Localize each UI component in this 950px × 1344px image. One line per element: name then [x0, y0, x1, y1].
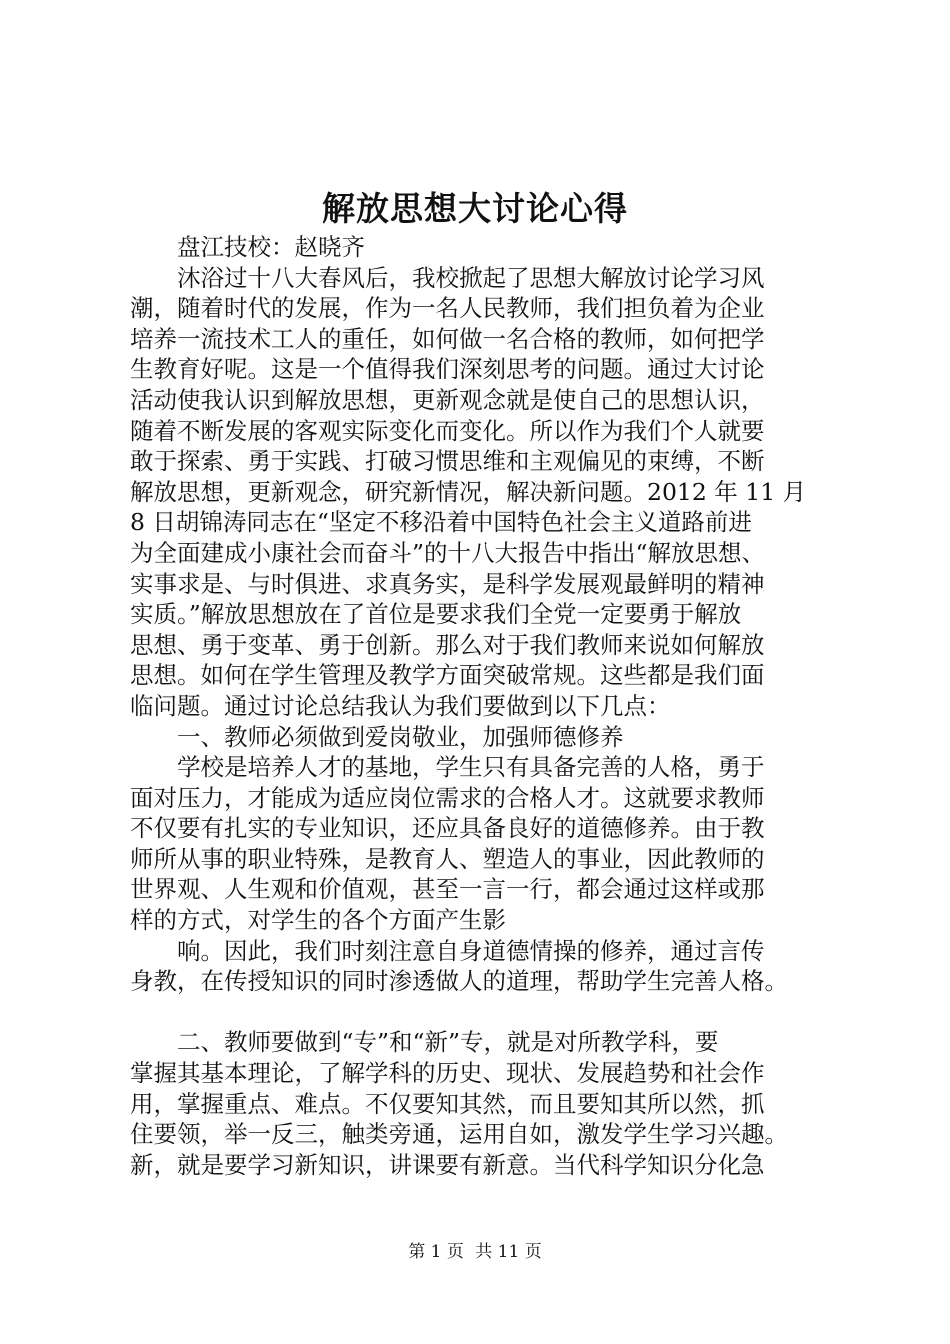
text-line: 盘江技校：赵晓齐 — [177, 233, 365, 261]
text-line: 身教，在传授知识的同时渗透做人的道理，帮助学生完善人格。 — [130, 967, 788, 996]
text-line: 用，掌握重点、难点。不仅要知其然，而且要知其所以然，抓 — [130, 1089, 765, 1118]
text-line: 掌握其基本理论，了解学科的历史、现状、发展趋势和社会作 — [130, 1059, 765, 1088]
text-line: 培养一流技术工人的重任，如何做一名合格的教师，如何把学 — [130, 324, 765, 353]
text-line: 沐浴过十八大春风后，我校掀起了思想大解放讨论学习风 — [177, 263, 765, 292]
page-number: 第 1 页 — [408, 1242, 464, 1262]
text-line: 思想、勇于变革、勇于创新。那么对于我们教师来说如何解放 — [130, 630, 765, 659]
text-line: 活动使我认识到解放思想，更新观念就是使自己的思想认识， — [130, 385, 765, 414]
paragraph-intro — [130, 263, 830, 722]
text-line: 新，就是要学习新知识，讲课要有新意。当代科学知识分化急 — [130, 1150, 765, 1179]
page-footer — [0, 1240, 950, 1264]
document-title: 解放思想大讨论心得 — [322, 189, 628, 228]
paragraph-section-1 — [130, 752, 830, 936]
text-line: 面对压力，才能成为适应岗位需求的合格人才。这就要求教师 — [130, 783, 765, 812]
text-line: 一、教师必须做到爱岗敬业，加强师德修养 — [177, 722, 624, 751]
text-line: 响。因此，我们时刻注意自身道德情操的修养，通过言传 — [177, 936, 765, 965]
text-line: 8 日胡锦涛同志在“坚定不移沿着中国特色社会主义道路前进 — [130, 508, 752, 537]
text-line: 潮，随着时代的发展，作为一名人民教师，我们担负着为企业 — [130, 294, 765, 323]
text-line: 思想。如何在学生管理及教学方面突破常规。这些都是我们面 — [130, 661, 765, 690]
text-line: 随着不断发展的客观实际变化而变化。所以作为我们个人就要 — [130, 416, 765, 445]
text-line: 为全面建成小康社会而奋斗”的十八大报告中指出“解放思想、 — [130, 538, 766, 567]
text-line: 生教育好呢。这是一个值得我们深刻思考的问题。通过大讨论 — [130, 355, 765, 384]
paragraph-section-2 — [130, 1027, 830, 1180]
section-heading-1 — [130, 722, 830, 753]
text-line: 样的方式，对学生的各个方面产生影 — [130, 906, 506, 935]
text-line: 不仅要有扎实的专业知识，还应具备良好的道德修养。由于教 — [130, 814, 765, 843]
text-line: 临问题。通过讨论总结我认为我们要做到以下几点： — [130, 691, 671, 720]
paragraph-section-1-cont — [130, 936, 830, 997]
text-line: 实事求是、与时俱进、求真务实，是科学发展观最鲜明的精神 — [130, 569, 765, 598]
text-line: 二、教师要做到“专”和“新”专，就是对所教学科，要 — [177, 1028, 719, 1057]
text-line: 解放思想，更新观念，研究新情况，解决新问题。2012 年 11 月 — [130, 477, 807, 506]
page-total: 共 11 页 — [475, 1242, 542, 1262]
document-body — [130, 232, 830, 1180]
text-line: 实质。”解放思想放在了首位是要求我们全党一定要勇于解放 — [130, 600, 742, 629]
paragraph-gap — [130, 997, 830, 1028]
author-line — [130, 232, 830, 263]
text-line: 敢于探索、勇于实践、打破习惯思维和主观偏见的束缚，不断 — [130, 447, 765, 476]
text-line: 学校是培养人才的基地，学生只有具备完善的人格，勇于 — [177, 753, 765, 782]
text-line: 世界观、人生观和价值观，甚至一言一行，都会通过这样或那 — [130, 875, 765, 904]
text-line: 师所从事的职业特殊，是教育人、塑造人的事业，因此教师的 — [130, 844, 765, 873]
text-line: 住要领，举一反三，触类旁通，运用自如，激发学生学习兴趣。 — [130, 1120, 788, 1149]
